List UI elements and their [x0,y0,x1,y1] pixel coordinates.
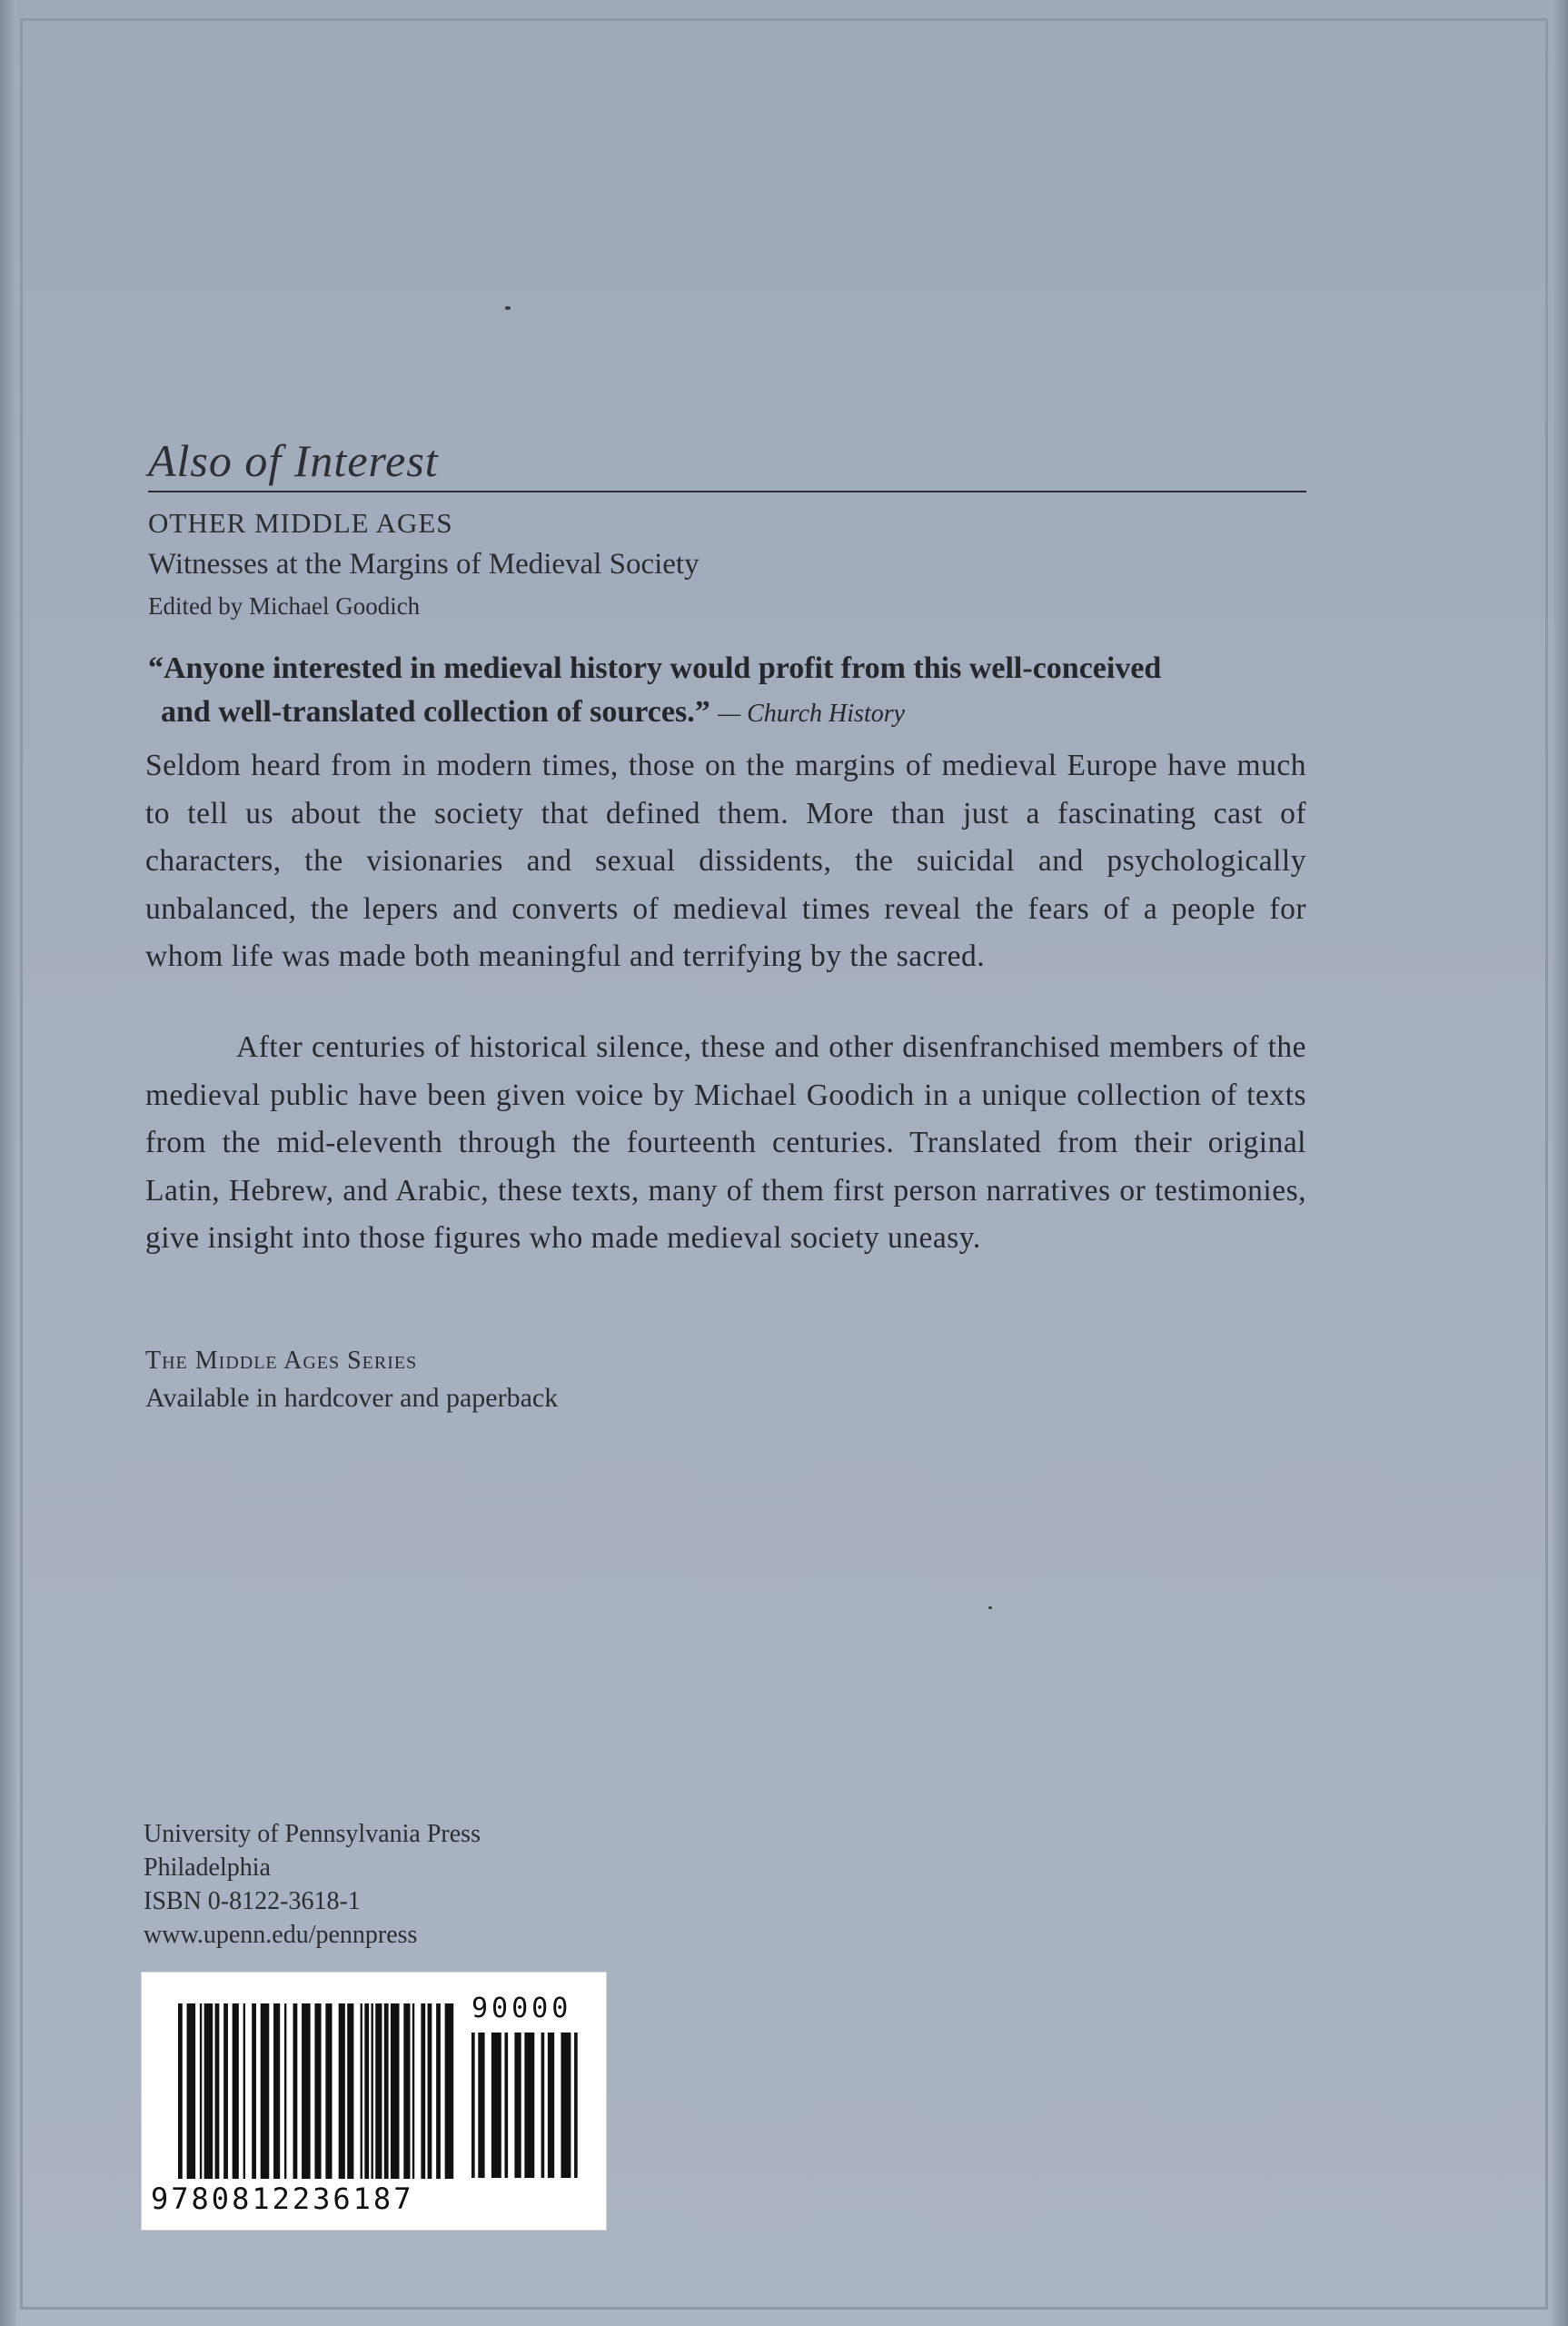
addon-bar [541,2033,545,2178]
publisher-website: www.upenn.edu/pennpress [144,1921,418,1949]
addon-bar [504,2033,508,2178]
barcode-bar [187,2003,196,2179]
addon-bar [561,2033,571,2178]
barcode-bar [445,2003,454,2179]
publisher-info [144,1817,481,1952]
addon-bar [514,2033,521,2178]
print-speck [505,306,511,310]
barcode-bar [384,2003,389,2179]
review-source: — Church History [718,700,906,728]
barcode-bar [372,2003,373,2179]
addon-bar [574,2033,578,2178]
barcode-bar [339,2003,345,2179]
barcode-bar [293,2003,298,2179]
book-subtitle: Witnesses at the Margins of Medieval Society [148,548,700,581]
barcode-bar [284,2003,286,2179]
barcode-bar [302,2003,311,2179]
ean-digits: 9780812236187 [151,2182,414,2216]
barcode-bar [200,2003,202,2179]
barcode-label [141,1972,607,2231]
barcode-bar [347,2003,353,2179]
addon-barcode [471,2033,584,2178]
barcode-bar [178,2003,183,2179]
barcode-bar [428,2003,432,2179]
barcode-bar [233,2003,239,2179]
addon-bar [524,2033,534,2178]
heading-rule [148,491,1306,492]
barcode-bar [325,2003,332,2179]
barcode-bar [261,2003,270,2179]
addon-bar [478,2033,484,2178]
addon-bar [471,2033,475,2178]
barcode-bar [361,2003,362,2179]
book-editor: Edited by Michael Goodich [148,592,421,620]
addon-digits: 90000 [471,1993,572,2024]
publisher-name: University of Pennsylvania Press [144,1820,481,1848]
publisher-city: Philadelphia [144,1854,271,1882]
description-paragraph-1: Seldom heard from in modern times, those on the margins of medieval Europe have much to tell us about the society that defined them. More than just a fascinating cast of characters, the visionaries and sexual dissidents, the suicidal and psychologically unbalanced, the lepers and converts of medieval times reveal the fears of a people for whom life was made both meaningful and terrifying by the sacred. [145,749,1306,973]
barcode-bar [436,2003,441,2179]
series-name: The Middle Ages Series [145,1347,418,1375]
cover-left-edge [0,0,16,2326]
review-quote-line-1: “Anyone interested in medieval history would profit from this well-conceived [148,651,1162,685]
barcode-bar [243,2003,245,2179]
addon-bar [491,2033,501,2178]
barcode-bar [412,2003,414,2179]
description-paragraph-2: After centuries of historical silence, these and other disenfranchised members of the medieval public have been given voice by Michael Goodich in a unique collection of texts from the mid-eleventh through the fourteenth centuries. Translated from their original Latin, Hebrew, and Arabic, these texts, many of them first person narratives or testimonies, give insight into those figures who made medieval society uneasy. [145,1030,1306,1255]
barcode-bar [215,2003,220,2179]
section-heading: Also of Interest [148,435,439,486]
book-title: OTHER MIDDLE AGES [148,507,453,539]
isbn-text: ISBN 0-8122-3618-1 [144,1887,361,1915]
barcode-bar [364,2003,369,2179]
barcode-bar [403,2003,410,2179]
barcode-bar [204,2003,213,2179]
review-quote [148,647,1320,736]
barcode-bar [391,2003,400,2179]
cover-right-edge [1552,0,1568,2326]
barcode-bar [375,2003,382,2179]
barcode-bar [223,2003,228,2179]
review-quote-line-2: and well-translated collection of sources.” [161,695,710,729]
print-speck [988,1606,992,1609]
barcode-bar [421,2003,425,2179]
availability-note: Available in hardcover and paperback [145,1383,559,1413]
barcode-bar [314,2003,321,2179]
barcode-bar [273,2003,280,2179]
ean-barcode [178,2003,458,2179]
addon-bar [548,2033,554,2178]
barcode-bar [252,2003,256,2179]
